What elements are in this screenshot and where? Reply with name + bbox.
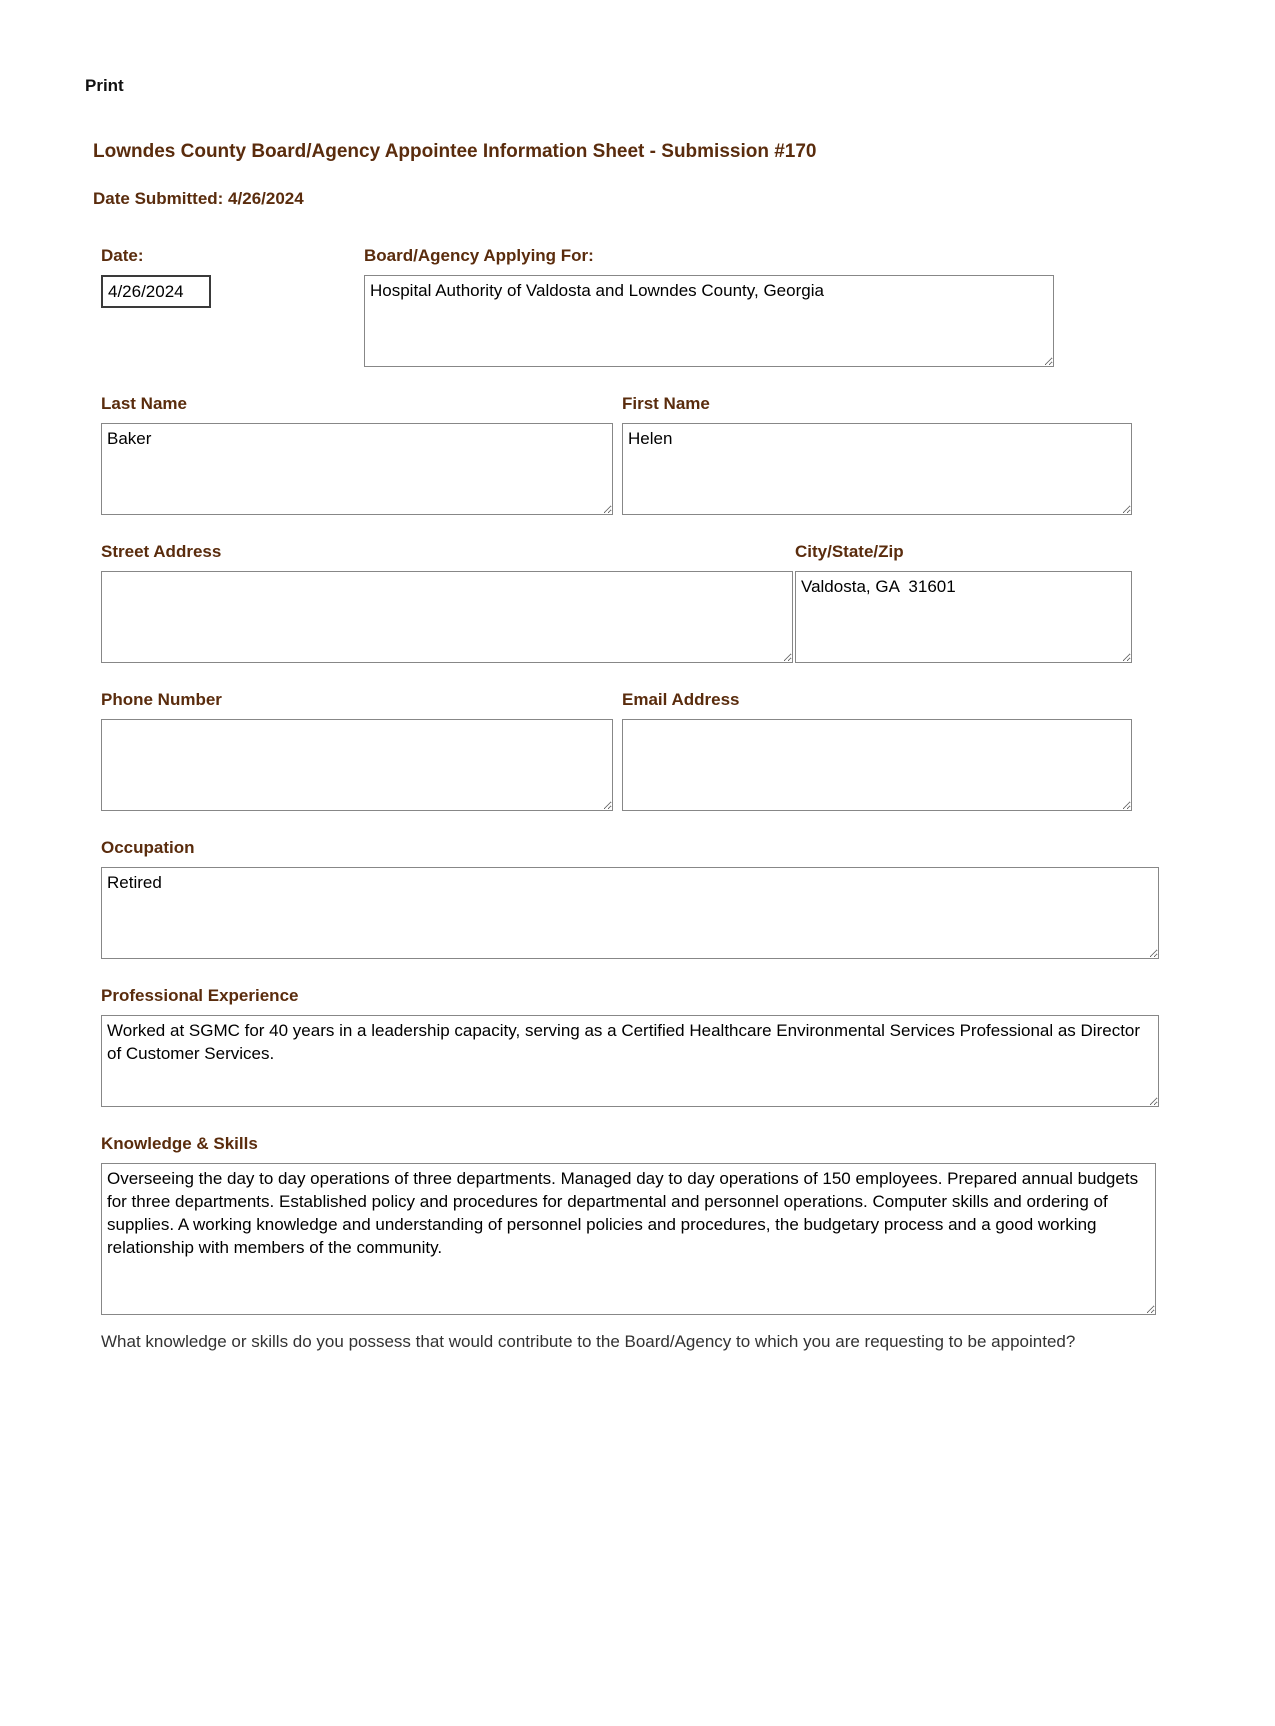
email-address-textarea[interactable] [622,719,1132,811]
street-address-label: Street Address [101,542,222,561]
field-street-address [101,542,795,663]
print-button[interactable]: Print [85,76,124,95]
field-first-name [622,394,1132,515]
occupation-label: Occupation [101,838,195,857]
first-name-label: First Name [622,394,710,413]
row-professional-experience [101,986,1159,1107]
field-knowledge-skills [101,1134,1156,1359]
field-date [101,246,364,308]
row-contact [101,690,1159,811]
board-agency-textarea[interactable] [364,275,1054,367]
first-name-textarea[interactable] [622,423,1132,515]
row-address [101,542,1159,663]
submission-print-page [0,76,1275,1726]
professional-experience-textarea[interactable] [101,1015,1159,1107]
field-city-state-zip [795,542,1132,663]
field-occupation [101,838,1159,959]
phone-number-textarea[interactable] [101,719,613,811]
board-agency-label: Board/Agency Applying For: [364,246,594,265]
email-address-label: Email Address [622,690,740,709]
date-submitted-text: Date Submitted: 4/26/2024 [93,189,304,208]
row-name [101,394,1159,515]
occupation-textarea[interactable] [101,867,1159,959]
last-name-label: Last Name [101,394,187,413]
field-phone-number [101,690,622,811]
row-knowledge-skills [101,1134,1159,1359]
last-name-textarea[interactable] [101,423,613,515]
date-label: Date: [101,246,144,265]
appointee-form [101,246,1159,1359]
field-last-name [101,394,622,515]
knowledge-skills-helper-text: What knowledge or skills do you possess that would contribute to the Board/Agency to which you are requesting to be appointed? [101,1332,1076,1351]
row-date-board [101,246,1159,367]
page-title: Lowndes County Board/Agency Appointee Information Sheet - Submission #170 [93,141,817,162]
field-email-address [622,690,1132,811]
knowledge-skills-label: Knowledge & Skills [101,1134,258,1153]
city-state-zip-label: City/State/Zip [795,542,904,561]
phone-number-label: Phone Number [101,690,222,709]
city-state-zip-textarea[interactable] [795,571,1132,663]
field-professional-experience [101,986,1159,1107]
knowledge-skills-textarea[interactable] [101,1163,1156,1315]
field-board-agency [364,246,1054,367]
date-input[interactable] [101,275,211,308]
street-address-textarea[interactable] [101,571,793,663]
professional-experience-label: Professional Experience [101,986,299,1005]
row-occupation [101,838,1159,959]
